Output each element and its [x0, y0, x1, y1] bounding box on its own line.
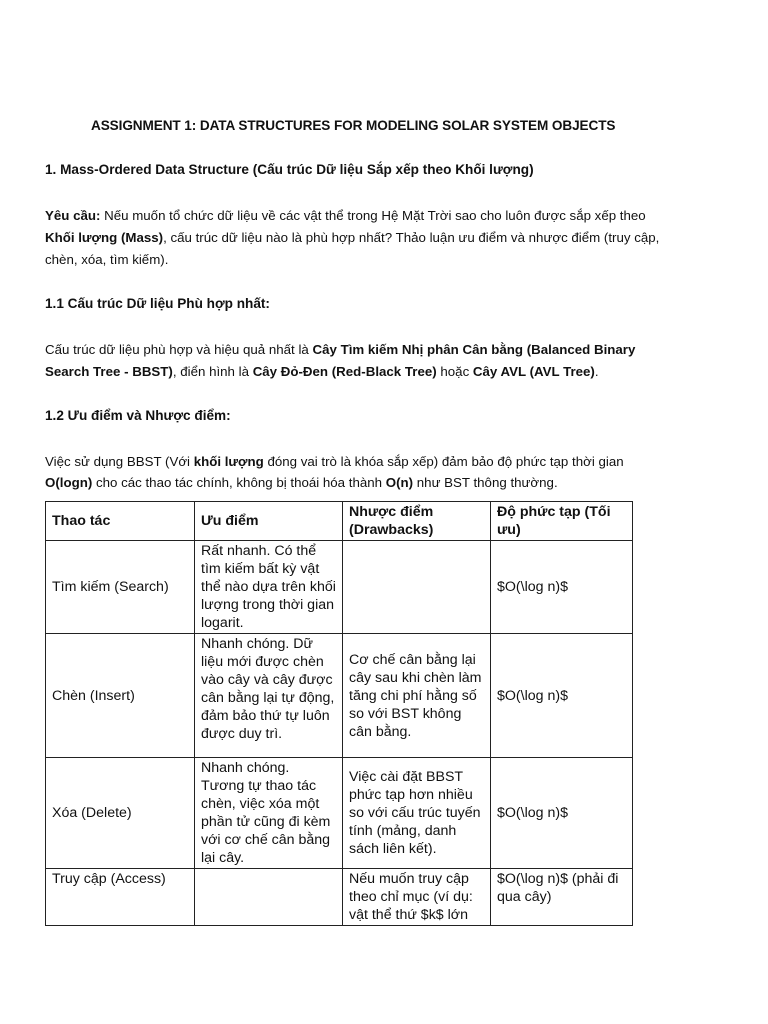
requirement-line-1 — [45, 207, 646, 225]
table-cell-pro: Nhanh chóng. Dữ liệu mới được chèn vào cây và cây được cân bằng lại tự động, đảm bảo thứ tự luôn được duy trì. — [195, 634, 343, 758]
intro-text-2: đóng vai trò là khóa sắp xếp) đảm bảo độ phức tạp thời gian — [263, 454, 624, 469]
intro-line-2 — [45, 474, 558, 492]
intro-text-1: Việc sử dụng BBST (Với — [45, 454, 194, 469]
best-structure-text-3: hoặc — [436, 364, 473, 379]
intro-text-4: như BST thông thường. — [413, 475, 558, 490]
table-cell-operation: Xóa (Delete) — [46, 758, 195, 869]
best-structure-text-1: Cấu trúc dữ liệu phù hợp và hiệu quả nhất là — [45, 342, 313, 357]
table-row — [46, 634, 633, 758]
table-cell-complexity: $O(\log n)$ — [491, 541, 633, 634]
table-cell-con: Nếu muốn truy cập theo chỉ mục (ví dụ: vật thể thứ $k$ lớn — [343, 869, 491, 926]
requirement-text-1: Nếu muốn tổ chức dữ liệu về các vật thể trong Hệ Mặt Trời sao cho luôn được sắp xếp theo — [100, 208, 646, 223]
table-cell-operation: Truy cập (Access) — [46, 869, 195, 926]
table-cell-complexity: $O(\log n)$ — [491, 634, 633, 758]
table-header-cell: Nhược điểm (Drawbacks) — [343, 502, 491, 541]
requirement-line-2 — [45, 229, 659, 247]
table-cell-complexity: $O(\log n)$ — [491, 758, 633, 869]
document-title: ASSIGNMENT 1: DATA STRUCTURES FOR MODELING SOLAR SYSTEM OBJECTS — [91, 118, 616, 133]
requirement-text-2: , cấu trúc dữ liệu nào là phù hợp nhất? Thảo luận ưu điểm và nhược điểm (truy cập, — [163, 230, 660, 245]
table-cell-complexity: $O(\log n)$ (phải đi qua cây) — [491, 869, 633, 926]
requirement-bold-mass: Khối lượng (Mass) — [45, 230, 164, 245]
intro-bold-on: O(n) — [385, 475, 414, 490]
table-cell-pro: Nhanh chóng. Tương tự thao tác chèn, việc xóa một phần tử cũng đi kèm với cơ chế cân bằng lại cây. — [195, 758, 343, 869]
requirement-line-3: chèn, xóa, tìm kiếm). — [45, 252, 169, 267]
table-header-row — [46, 502, 633, 541]
table-cell-pro: Rất nhanh. Có thể tìm kiếm bất kỳ vật thể nào dựa trên khối lượng trong thời gian logarit. — [195, 541, 343, 634]
best-structure-bold-1b: Search Tree - BBST) — [45, 364, 173, 379]
best-structure-line-1 — [45, 341, 635, 359]
table-header-cell: Độ phức tạp (Tối ưu) — [491, 502, 633, 541]
table-cell-con: Việc cài đặt BBST phức tạp hơn nhiều so với cấu trúc tuyến tính (mảng, danh sách liên kết). — [343, 758, 491, 869]
table-row — [46, 758, 633, 869]
table-row — [46, 869, 633, 926]
table-header-cell: Thao tác — [46, 502, 195, 541]
requirement-label: Yêu cầu: — [45, 208, 101, 223]
table-cell-operation: Chèn (Insert) — [46, 634, 195, 758]
intro-text-3: cho các thao tác chính, không bị thoái hóa thành — [92, 475, 386, 490]
best-structure-line-2 — [45, 363, 599, 381]
best-structure-bold-3: Cây AVL (AVL Tree) — [472, 364, 595, 379]
best-structure-text-2: , điển hình là — [172, 364, 253, 379]
section-1-heading: 1. Mass-Ordered Data Structure (Cấu trúc Dữ liệu Sắp xếp theo Khối lượng) — [45, 162, 534, 177]
table-row — [46, 541, 633, 634]
table-cell-operation: Tìm kiếm (Search) — [46, 541, 195, 634]
section-1-2-heading: 1.2 Ưu điểm và Nhược điểm: — [45, 408, 231, 423]
section-1-1-heading: 1.1 Cấu trúc Dữ liệu Phù hợp nhất: — [45, 296, 270, 311]
table-cell-pro — [195, 869, 343, 926]
table-cell-con: Cơ chế cân bằng lại cây sau khi chèn làm tăng chi phí hằng số so với BST không cân bằng. — [343, 634, 491, 758]
operations-table — [45, 501, 633, 926]
intro-bold-ologn: O(logn) — [45, 475, 93, 490]
best-structure-bold-1: Cây Tìm kiếm Nhị phân Cân bằng (Balanced Binary — [312, 342, 636, 357]
best-structure-bold-2: Cây Đỏ-Đen (Red-Black Tree) — [252, 364, 437, 379]
best-structure-text-4: . — [594, 364, 599, 379]
table-header-cell: Ưu điểm — [195, 502, 343, 541]
intro-bold-mass: khối lượng — [193, 454, 264, 469]
intro-line-1 — [45, 453, 624, 471]
table-cell-con — [343, 541, 491, 634]
